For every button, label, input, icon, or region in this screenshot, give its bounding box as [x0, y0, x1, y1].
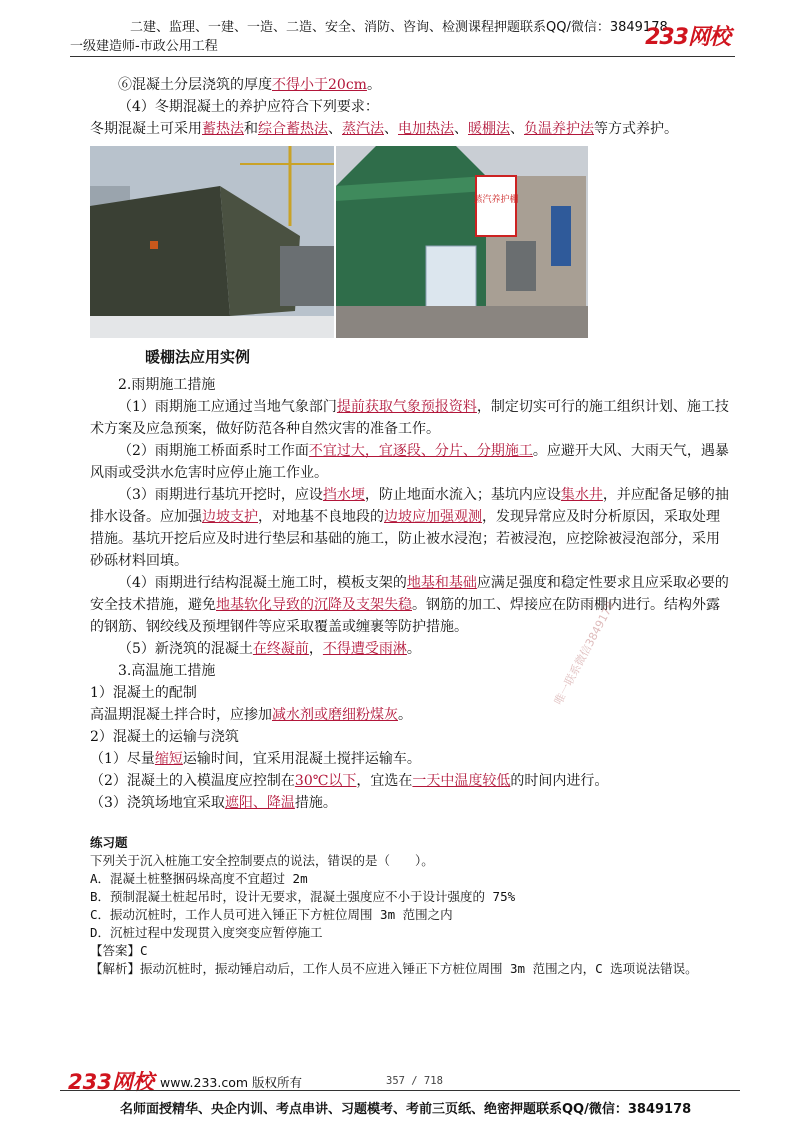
subheading-transport: 2）混凝土的运输与浇筑: [90, 729, 239, 745]
exercise-question: 下列关于沉入桩施工安全控制要点的说法，错误的是（ ）。: [90, 853, 434, 868]
exercise-analysis: 【解析】振动沉桩时，振动锤启动后，工作人员不应进入锤正下方桩位周围 3m 范围之内，C 选项说法错误。: [90, 961, 698, 976]
exercise-option-a: A．混凝土桩整捆码垛高度不宜超过 2m: [90, 871, 308, 886]
exercise-answer: 【答案】C: [90, 943, 148, 958]
exercise-title: 练习题: [90, 835, 128, 850]
paragraph-hot-mix: 高温期混凝土拌合时，应掺加减水剂或磨细粉煤灰。: [90, 707, 412, 723]
paragraph-winter-curing-title: （4）冬期混凝土的养护应符合下列要求：: [118, 99, 379, 115]
paragraph-winter-curing-methods: 冬期混凝土可采用蓄热法和综合蓄热法、蒸汽法、电加热法、暖棚法、负温养护法等方式养护。: [90, 121, 678, 137]
steam-shed-sign: 蒸汽养护棚: [473, 195, 519, 205]
photo-row: [90, 146, 730, 342]
paragraph-hot-2: （2）混凝土的入模温度应控制在30℃以下，宜选在一天中温度较低的时间内进行。: [90, 773, 609, 789]
footer-divider: [60, 1090, 740, 1091]
exercise-block: [90, 834, 740, 978]
exercise-option-c: C．振动沉桩时，工作人员可进入锤正下方桩位周围 3m 范围之内: [90, 907, 453, 922]
paragraph-rainy-2: （2）雨期施工桥面系时工作面不宜过大，宜逐段、分片、分期施工。应避开大风、大雨天气，遇暴风雨或受洪水危害时应停止施工作业。: [90, 443, 729, 481]
header-ad-line: 二建、监理、一建、一造、二造、安全、消防、咨询、检测课程押题联系QQ/微信：3849178: [130, 20, 668, 35]
page-number: 357 / 718: [386, 1075, 443, 1087]
header-divider: [70, 56, 735, 57]
photo-caption: 暖棚法应用实例: [145, 348, 251, 366]
steam-curing-shed-photo: [336, 146, 588, 338]
paragraph-rainy-4: （4）雨期进行结构混凝土施工时，模板支架的地基和基础应满足强度和稳定性要求且应采取必要的安全技术措施，避免地基软化导致的沉降及支架失稳。钢筋的加工、焊接应在防雨棚内进行。结构外露的钢筋、钢绞线及预埋钢件等应采取覆盖或缠裹等防护措施。: [90, 575, 729, 635]
paragraph-rainy-1: （1）雨期施工应通过当地气象部门提前获取气象预报资料，制定切实可行的施工组织计划、施工技术方案及应急预案，做好防范各种自然灾害的准备工作。: [90, 399, 729, 437]
exercise-option-d: D．沉桩过程中发现贯入度突变应暂停施工: [90, 925, 323, 940]
header-subtitle: 一级建造师-市政公用工程: [70, 39, 218, 54]
section-title-rainy: 2.雨期施工措施: [118, 377, 216, 393]
paragraph-hot-1: （1）尽量缩短运输时间，宜采用混凝土搅拌运输车。: [90, 751, 421, 767]
header-logo: 233网校: [645, 25, 730, 50]
section-title-hot: 3.高温施工措施: [118, 663, 216, 679]
subheading-mix: 1）混凝土的配制: [90, 685, 197, 701]
paragraph-rainy-5: （5）新浇筑的混凝土在终凝前，不得遭受雨淋。: [118, 641, 421, 657]
footer-site: www.233.com 版权所有: [160, 1075, 302, 1090]
paragraph-layer-thickness: ⑥混凝土分层浇筑的厚度不得小于20cm。: [118, 77, 381, 93]
footer-logo: 233网校: [68, 1070, 154, 1094]
warm-shed-photo: [90, 146, 334, 338]
paragraph-rainy-3: （3）雨期进行基坑开挖时，应设挡水埂，防止地面水流入；基坑内应设集水井，并应配备足够的抽排水设备。应加强边坡支护，对地基不良地段的边坡应加强观测，发现异常应及时分析原因，采取处理措施。基坑开挖后应及时进行垫层和基础的施工，防止被水浸泡；若被浸泡，应挖除被浸泡部分，采用砂砾材料回填。: [90, 487, 729, 569]
footer-ad-line: 名师面授精华、央企内训、考点串讲、习题模考、考前三页纸、绝密押题联系QQ/微信：3849178: [120, 1102, 692, 1117]
paragraph-hot-3: （3）浇筑场地宜采取遮阳、降温措施。: [90, 795, 337, 811]
watermark: 唯一联系微信3849178: [551, 599, 618, 708]
exercise-option-b: B．预制混凝土桩起吊时，设计无要求，混凝土强度应不小于设计强度的 75%: [90, 889, 516, 904]
main-content: [90, 74, 730, 814]
